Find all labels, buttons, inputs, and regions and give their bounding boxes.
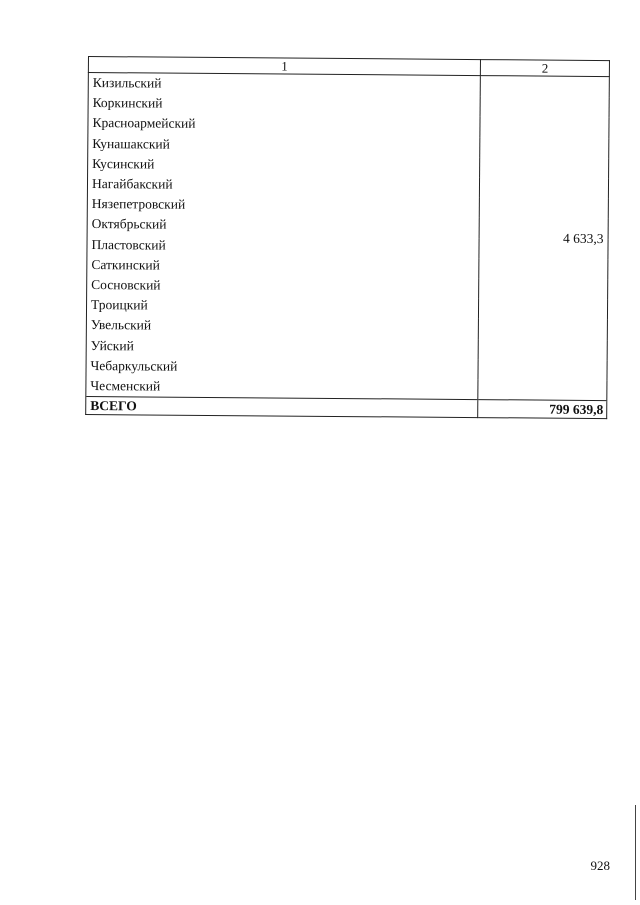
column-header-1: 1 xyxy=(88,57,480,76)
total-value: 799 639,8 xyxy=(478,400,607,419)
total-row xyxy=(86,397,607,419)
table-body xyxy=(86,73,610,419)
total-label: ВСЕГО xyxy=(86,397,478,418)
region-name: Саткинский xyxy=(87,255,479,278)
page-number: 928 xyxy=(590,858,610,873)
budget-table xyxy=(85,56,610,419)
scan-edge-line xyxy=(635,805,636,900)
region-name: Пластовский xyxy=(87,235,479,258)
region-name: Увельский xyxy=(86,315,478,338)
region-name: Нагайбакский xyxy=(87,174,479,197)
region-name: Кусинский xyxy=(88,154,480,177)
region-name: Уйский xyxy=(86,336,478,359)
region-name: Троицкий xyxy=(86,295,478,318)
region-name: Кизильский xyxy=(88,73,480,97)
column-header-2: 2 xyxy=(481,60,610,77)
merged-value-cell: 4 633,3 xyxy=(478,76,609,401)
region-name: Сосновский xyxy=(87,275,479,298)
region-name: Чесменский xyxy=(86,376,478,400)
region-name: Октябрьский xyxy=(87,214,479,237)
region-name: Красноармейский xyxy=(88,113,480,136)
region-name: Нязепетровский xyxy=(87,194,479,217)
region-name: Кунашакский xyxy=(88,134,480,157)
region-name: Чебаркульский xyxy=(86,356,478,379)
region-name: Коркинский xyxy=(88,93,480,116)
